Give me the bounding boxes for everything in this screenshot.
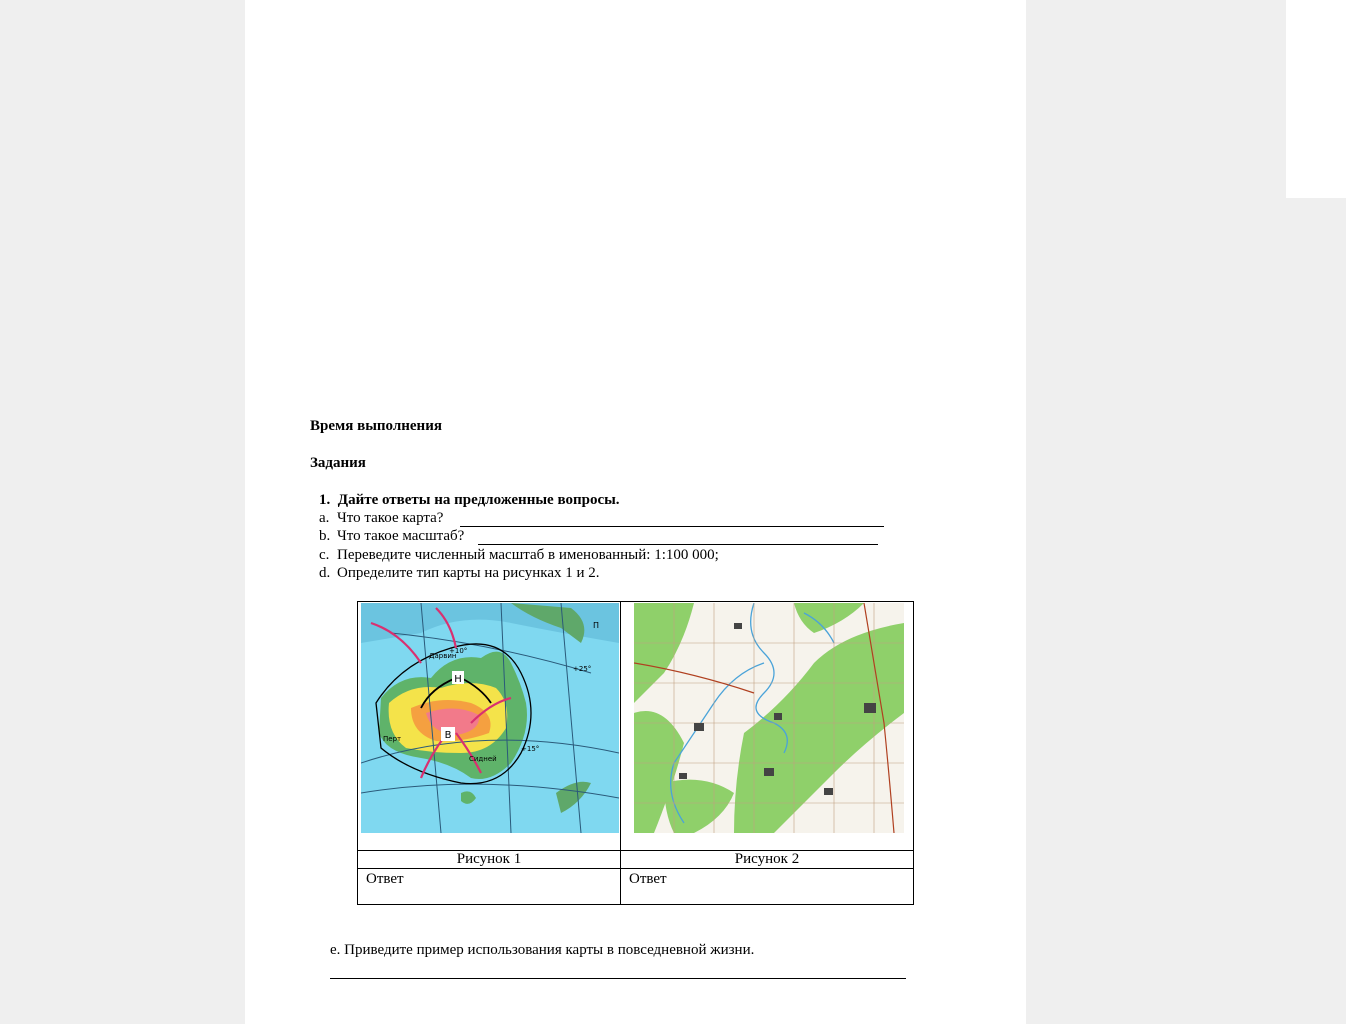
topographic-map xyxy=(634,603,904,833)
maps-table xyxy=(357,601,914,905)
question-text: Дайте ответы на предложенные вопросы. xyxy=(337,492,620,508)
question-item-c xyxy=(319,547,719,564)
item-letter: a. xyxy=(319,510,330,526)
question-item-d xyxy=(319,565,600,582)
heading-time: Время выполнения xyxy=(310,418,442,434)
figure-1-caption: Рисунок 1 xyxy=(358,851,621,869)
answer-line-e[interactable] xyxy=(330,978,906,979)
map-label-darwin: Дарвин xyxy=(429,652,457,660)
map-label-low: Н xyxy=(454,674,462,685)
answer-line-b[interactable] xyxy=(478,544,878,545)
map-label-iso15: +15° xyxy=(521,745,540,753)
map-label-sydney: Сидней xyxy=(469,755,497,763)
item-text: Что такое карта? xyxy=(337,510,444,526)
map-label-p: П xyxy=(593,621,600,630)
figure-2-caption: Рисунок 2 xyxy=(621,851,914,869)
map-label-perth: Перт xyxy=(383,735,402,743)
answer-label: Ответ xyxy=(629,871,667,887)
figure-2-answer-field[interactable] xyxy=(621,869,914,905)
question-item-e: e. Приведите пример использования карты в повседневной жизни. xyxy=(330,942,755,958)
figure-1-cell xyxy=(358,602,621,851)
question-item-a xyxy=(319,510,443,527)
background-strip xyxy=(1286,0,1346,198)
item-letter: d. xyxy=(319,565,331,581)
map-label-high: В xyxy=(444,730,452,741)
figure-1-answer-field[interactable] xyxy=(358,869,621,905)
heading-tasks: Задания xyxy=(310,455,366,471)
answer-label: Ответ xyxy=(366,871,404,887)
answer-line-a[interactable] xyxy=(460,526,884,527)
item-letter: b. xyxy=(319,528,331,544)
climate-map-australia xyxy=(361,603,619,833)
figure-2-cell xyxy=(621,602,914,851)
question-number: 1. xyxy=(319,492,331,508)
item-text: Переведите численный масштаб в именованный: 1:100 000; xyxy=(337,547,719,563)
map-label-iso10: +10° xyxy=(449,647,468,655)
item-text: Определите тип карты на рисунках 1 и 2. xyxy=(337,565,600,581)
item-letter: c. xyxy=(319,547,330,563)
item-text: Что такое масштаб? xyxy=(337,528,465,544)
question-1-title xyxy=(319,492,620,509)
map-label-iso25: +25° xyxy=(573,665,592,673)
question-item-b xyxy=(319,528,464,545)
